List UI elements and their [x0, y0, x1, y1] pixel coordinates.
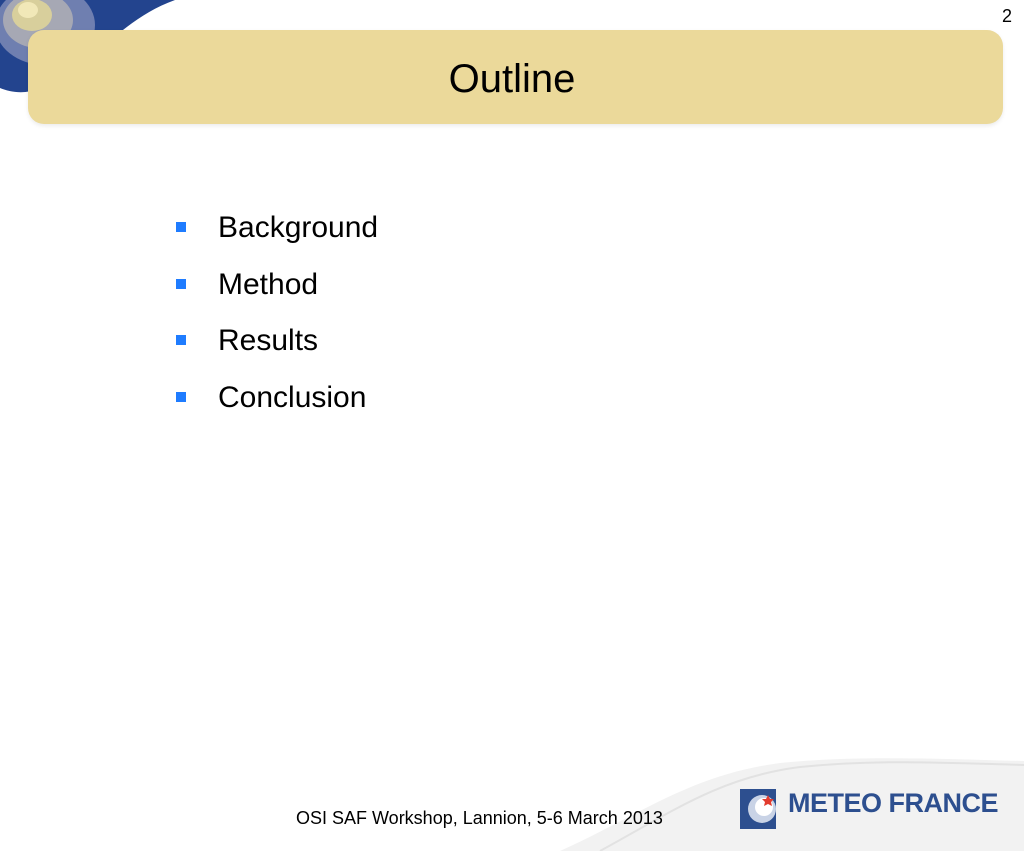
bullet-marker-icon — [176, 335, 186, 345]
meteo-france-logo-icon — [740, 789, 776, 829]
bullet-text: Background — [218, 211, 379, 244]
bullet-marker-icon — [176, 279, 186, 289]
page-number: 2 — [1001, 6, 1012, 26]
bullet-text: Conclusion — [218, 381, 367, 415]
footer-text: OSI SAF Workshop, Lannion, 5-6 March 2013 — [296, 808, 663, 828]
bullet-text: Results — [218, 324, 319, 358]
slide-title: Outline — [448, 57, 576, 101]
bullet-marker-icon — [176, 222, 186, 232]
meteo-france-logo — [740, 786, 1000, 834]
bullet-marker-icon — [176, 392, 186, 402]
bullet-text: Method — [218, 267, 319, 301]
meteo-france-logo-text: METEO FRANCE — [788, 788, 998, 818]
